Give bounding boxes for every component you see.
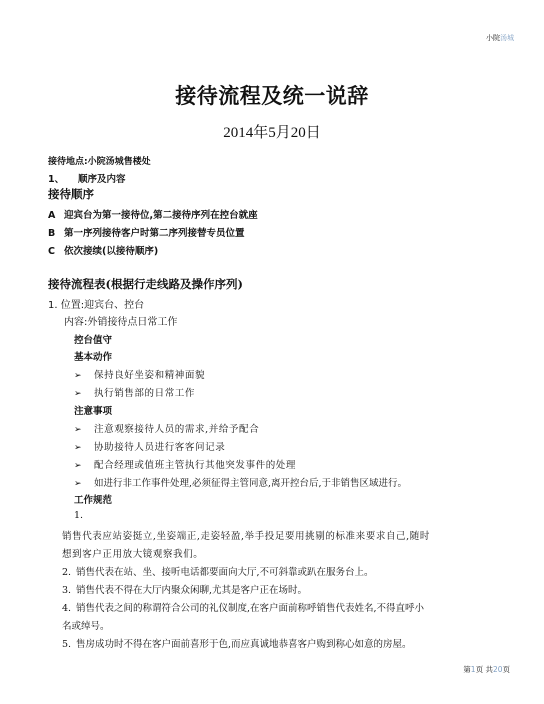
spec-item-text: 销售代表在站、坐、接听电话都要面向大厅,不可斜靠或趴在服务台上。 bbox=[76, 567, 374, 578]
footer-total-suffix: 页 bbox=[502, 665, 510, 674]
arrow-bullet-icon: ➢ bbox=[74, 371, 83, 381]
spec-item-text: 销售代表不得在大厅内聚众闲聊,尤其是客户正在场时。 bbox=[76, 585, 308, 596]
note-item-text: 配合经理或值班主管执行其他突发事件的处理 bbox=[94, 460, 297, 471]
note-item bbox=[74, 421, 259, 435]
note-item bbox=[74, 475, 407, 489]
order-item bbox=[48, 243, 158, 257]
content-line: 内容:外销接待点日常工作 bbox=[64, 317, 178, 328]
note-item bbox=[74, 457, 296, 471]
order-item-letter: C bbox=[48, 246, 55, 257]
order-item-text: 依次接续(以接待顺序) bbox=[64, 246, 159, 257]
footer-page-number: 1 bbox=[470, 665, 476, 674]
flow-heading: 接待流程表(根据行走线路及操作序列) bbox=[48, 277, 243, 291]
basic-item-text: 保持良好坐姿和精神面貌 bbox=[94, 370, 206, 381]
basic-item-text: 执行销售部的日常工作 bbox=[94, 388, 196, 399]
note-item-text: 如进行非工作事件处理,必须征得主管同意,离开控台后,于非销售区域进行。 bbox=[94, 478, 408, 489]
order-item bbox=[48, 207, 258, 221]
spec-item-1-number: 1. bbox=[74, 510, 84, 521]
spec-item-number: 4. bbox=[62, 603, 72, 614]
basic-item bbox=[74, 385, 195, 399]
spec-paragraph-line: 销售代表应站姿挺立,坐姿端正,走姿轻盈,举手投足要用挑剔的标准来要求自己,随时 bbox=[62, 531, 430, 542]
footer-total-pages: 20 bbox=[492, 665, 503, 674]
position-line: 1. 位置:迎宾台、控台 bbox=[48, 300, 145, 311]
note-item-text: 注意观察接待人员的需求,并给予配合 bbox=[94, 424, 260, 435]
spec-item-text: 售房成功时不得在客户面前喜形于色,而应真诚地恭喜客户购到称心如意的房屋。 bbox=[76, 639, 412, 650]
document-date: 2014年5月20日 bbox=[223, 125, 321, 141]
spec-item-text: 销售代表之间的称谓符合公司的礼仪制度,在客户面前称呼销售代表姓名,不得直呼小 bbox=[76, 603, 425, 614]
spec-item bbox=[62, 582, 307, 596]
note-item bbox=[74, 439, 225, 453]
spec-item bbox=[62, 564, 374, 578]
spec-item bbox=[62, 636, 412, 650]
footer-total-prefix: 共 bbox=[485, 665, 493, 674]
section-1-heading bbox=[48, 171, 126, 185]
arrow-bullet-icon: ➢ bbox=[74, 479, 82, 489]
footer-page-suffix: 页 bbox=[475, 665, 484, 674]
header-brand-part2: 汤城 bbox=[500, 34, 514, 42]
footer-page-prefix: 第 bbox=[463, 665, 471, 674]
order-item-letter: B bbox=[48, 228, 56, 239]
arrow-bullet-icon: ➢ bbox=[74, 461, 83, 471]
spec-item-number: 5. bbox=[62, 639, 72, 650]
arrow-bullet-icon: ➢ bbox=[74, 389, 83, 399]
spec-item-number: 2. bbox=[62, 567, 72, 578]
location-line: 接待地点:小院汤城售楼处 bbox=[48, 157, 151, 167]
order-item-text: 迎宾台为第一接待位,第二接待序列在控台就座 bbox=[64, 210, 258, 221]
notes-title: 注意事项 bbox=[74, 406, 113, 417]
spec-item-continuation: 名或绰号。 bbox=[62, 621, 110, 632]
spec-title: 工作规范 bbox=[74, 495, 113, 506]
note-item-text: 协助接待人员进行客客问记录 bbox=[94, 442, 226, 453]
console-title: 控台值守 bbox=[74, 335, 113, 346]
section-1-number: 1、 bbox=[48, 174, 65, 185]
section-1-label: 顺序及内容 bbox=[78, 174, 126, 185]
header-brand bbox=[486, 33, 514, 43]
spec-item bbox=[62, 600, 424, 614]
spec-item-number: 3. bbox=[62, 585, 72, 596]
arrow-bullet-icon: ➢ bbox=[74, 425, 83, 435]
arrow-bullet-icon: ➢ bbox=[74, 443, 83, 453]
page-footer bbox=[463, 664, 510, 675]
header-brand-part1: 小院 bbox=[486, 34, 500, 42]
basic-item bbox=[74, 367, 205, 381]
order-item-text: 第一序列接待客户时第二序列接替专员位置 bbox=[64, 228, 245, 239]
spec-paragraph-line: 想到客户正用放大镜观察我们。 bbox=[62, 549, 204, 560]
basic-actions-title: 基本动作 bbox=[74, 352, 113, 363]
order-heading: 接待顺序 bbox=[48, 187, 94, 201]
document-title: 接待流程及统一说辞 bbox=[175, 83, 369, 108]
order-item-letter: A bbox=[48, 210, 56, 221]
order-item bbox=[48, 225, 245, 239]
